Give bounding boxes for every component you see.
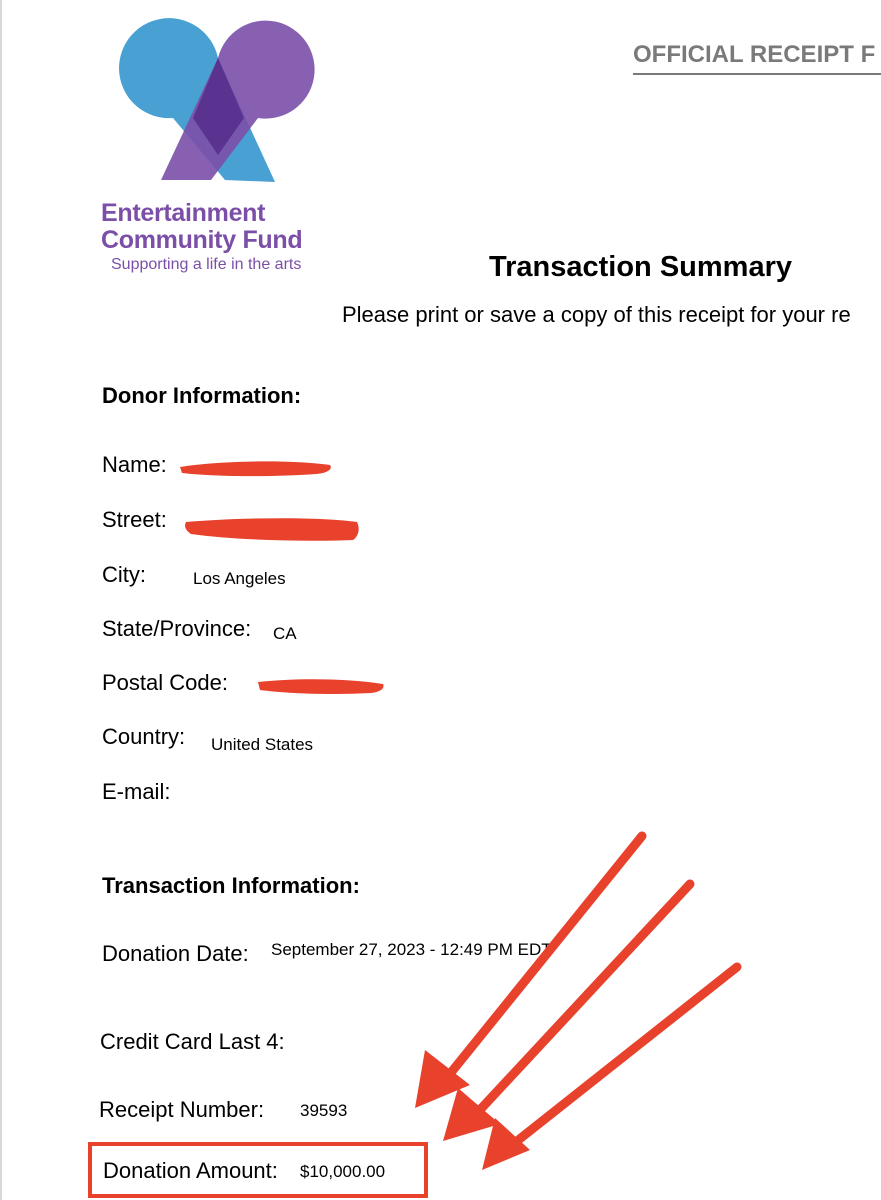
official-receipt-heading: OFFICIAL RECEIPT F xyxy=(633,41,881,75)
arrow-3-head xyxy=(482,1118,530,1170)
credit-card-label: Credit Card Last 4: xyxy=(100,1029,285,1054)
transaction-info-heading: Transaction Information: xyxy=(102,873,360,898)
page-edge xyxy=(0,0,2,1200)
city-value: Los Angeles xyxy=(193,569,286,588)
arrow-1-head xyxy=(415,1050,470,1108)
receipt-number-value: 39593 xyxy=(300,1101,348,1120)
state-value: CA xyxy=(273,624,297,643)
page-title: Transaction Summary xyxy=(489,251,792,283)
city-label: City: xyxy=(102,562,146,587)
print-notice: Please print or save a copy of this receipt for your re xyxy=(342,302,851,327)
postal-code-redaction xyxy=(255,674,387,698)
logo-tagline: Supporting a life in the arts xyxy=(111,256,302,273)
donation-date-label: Donation Date: xyxy=(102,941,249,966)
street-label: Street: xyxy=(102,507,167,532)
donation-amount-value: $10,000.00 xyxy=(300,1162,386,1181)
state-label: State/Province: xyxy=(102,616,252,641)
email-label: E-mail: xyxy=(102,779,171,804)
street-redaction xyxy=(183,512,363,546)
donation-date-value: September 27, 2023 - 12:49 PM EDT xyxy=(271,940,552,959)
arrow-3 xyxy=(512,967,737,1145)
country-label: Country: xyxy=(102,724,186,749)
receipt-number-label: Receipt Number: xyxy=(99,1097,265,1122)
logo-name-line2: Community Fund xyxy=(101,226,303,254)
heart-logo-icon xyxy=(118,0,318,190)
arrow-2-head xyxy=(443,1088,500,1141)
name-redaction xyxy=(176,455,336,481)
logo-name-line1: Entertainment xyxy=(101,199,266,227)
postal-code-label: Postal Code: xyxy=(102,670,228,695)
arrow-2 xyxy=(478,884,690,1112)
donation-amount-label: Donation Amount: xyxy=(103,1158,278,1183)
name-label: Name: xyxy=(102,452,167,477)
donor-info-heading: Donor Information: xyxy=(102,383,302,408)
country-value: United States xyxy=(211,735,314,754)
